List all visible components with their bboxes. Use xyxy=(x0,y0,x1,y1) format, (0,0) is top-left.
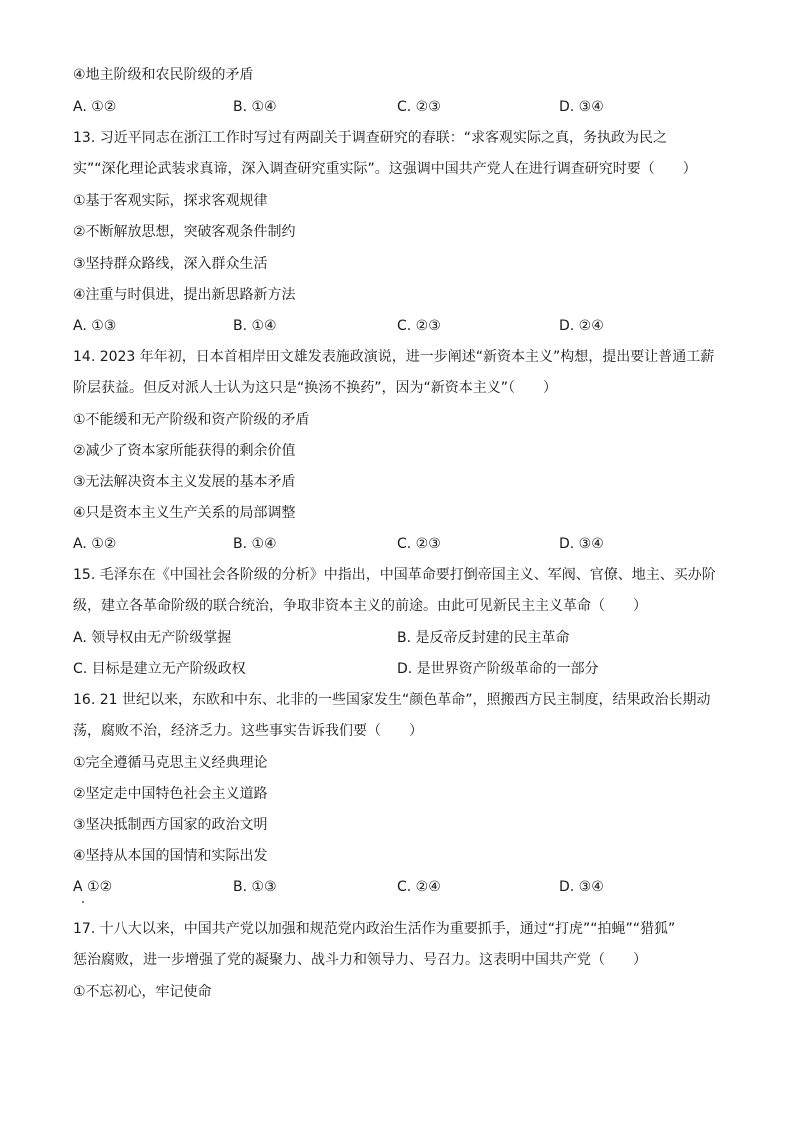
q12-options xyxy=(73,97,723,117)
q14-option-b: B. ①④ xyxy=(233,536,277,552)
q13-option-a: A. ①③ xyxy=(73,318,117,334)
q13-option-d: D. ②④ xyxy=(559,318,604,334)
q15-options-row-1 xyxy=(73,628,723,648)
q14-item-1: ①不能缓和无产阶级和资产阶级的矛盾 xyxy=(73,412,310,428)
q14-options xyxy=(73,534,723,554)
q16-item-3: ③坚决抵制西方国家的政治文明 xyxy=(73,817,268,833)
q16-stem-line-1: 16. 21 世纪以来，东欧和中东、北非的一些国家发生“颜色革命”，照搬西方民主制度，结果政治长期动 xyxy=(73,692,711,708)
q16-option-b: B. ①③ xyxy=(233,879,277,895)
q13-item-1: ①基于客观实际，探求客观规律 xyxy=(73,193,268,209)
q16-stem-line-2: 荡，腐败不治，经济乏力。这些事实告诉我们要（ ） xyxy=(73,723,423,739)
q17-stem-line-1: 17. 十八大以来，中国共产党以加强和规范党内政治生活作为重要抓手，通过“打虎”“拍蝇”“猎狐” xyxy=(73,921,676,937)
q13-stem-line-2: 实”“深化理论武装求真谛，深入调查研究重实际”。这强调中国共产党人在进行调查研究时要（ ） xyxy=(73,161,697,177)
q13-option-b: B. ①④ xyxy=(233,318,277,334)
q15-option-d: D. 是世界资产阶级革命的一部分 xyxy=(397,661,599,677)
q14-stem-line-1: 14. 2023 年年初，日本首相岸田文雄发表施政演说，进一步阐述“新资本主义”构想，提出要让普通工薪 xyxy=(73,349,715,365)
q12-option-b: B. ①④ xyxy=(233,99,277,115)
q12-option-a: A. ①② xyxy=(73,99,117,115)
q13-option-c: C. ②③ xyxy=(397,318,441,334)
q14-option-c: C. ②③ xyxy=(397,536,441,552)
q15-option-a: A. 领导权由无产阶级掌握 xyxy=(73,630,232,646)
q14-item-2: ②减少了资本家所能获得的剩余价值 xyxy=(73,443,296,459)
q12-option-d: D. ③④ xyxy=(559,99,604,115)
q14-stem-line-2: 阶层获益。但反对派人士认为这只是“换汤不换药”，因为“新资本主义”（ ） xyxy=(73,380,558,396)
q15-stem-line-1: 15. 毛泽东在《中国社会各阶级的分析》中指出，中国革命要打倒帝国主义、军阀、官僚、地主、买办阶 xyxy=(73,567,716,583)
q15-option-c: C. 目标是建立无产阶级政权 xyxy=(73,661,246,677)
q14-option-a: A. ①② xyxy=(73,536,117,552)
q13-options xyxy=(73,316,723,336)
q17-item-1: ①不忘初心，牢记使命 xyxy=(73,984,212,1000)
q15-options-row-2 xyxy=(73,659,723,679)
q13-stem-line-1: 13. 习近平同志在浙江工作时写过有两副关于调查研究的春联：“求客观实际之真，务执政为民之 xyxy=(73,130,667,146)
q13-item-3: ③坚持群众路线，深入群众生活 xyxy=(73,256,268,272)
q14-item-3: ③无法解决资本主义发展的基本矛盾 xyxy=(73,474,296,490)
q13-item-2: ②不断解放思想，突破客观条件制约 xyxy=(73,224,296,240)
stray-dot-mark xyxy=(82,901,84,903)
q15-option-b: B. 是反帝反封建的民主革命 xyxy=(397,630,570,646)
q16-item-4: ④坚持从本国的国情和实际出发 xyxy=(73,848,268,864)
q13-item-4: ④注重与时俱进，提出新思路新方法 xyxy=(73,287,296,303)
q14-option-d: D. ③④ xyxy=(559,536,604,552)
q16-option-c: C. ②④ xyxy=(397,879,441,895)
q12-item-4: ④地主阶级和农民阶级的矛盾 xyxy=(73,67,254,83)
q16-options xyxy=(73,877,723,897)
q15-stem-line-2: 级，建立各革命阶级的联合统治，争取非资本主义的前途。由此可见新民主主义革命（ ） xyxy=(73,598,647,614)
q16-option-d: D. ③④ xyxy=(559,879,604,895)
q14-item-4: ④只是资本主义生产关系的局部调整 xyxy=(73,505,296,521)
q16-item-1: ①完全遵循马克思主义经典理论 xyxy=(73,755,268,771)
q17-stem-line-2: 惩治腐败，进一步增强了党的凝聚力、战斗力和领导力、号召力。这表明中国共产党（ ） xyxy=(73,952,647,968)
q16-item-2: ②坚定走中国特色社会主义道路 xyxy=(73,786,268,802)
q16-option-a: A ①② xyxy=(73,879,113,895)
q12-option-c: C. ②③ xyxy=(397,99,441,115)
